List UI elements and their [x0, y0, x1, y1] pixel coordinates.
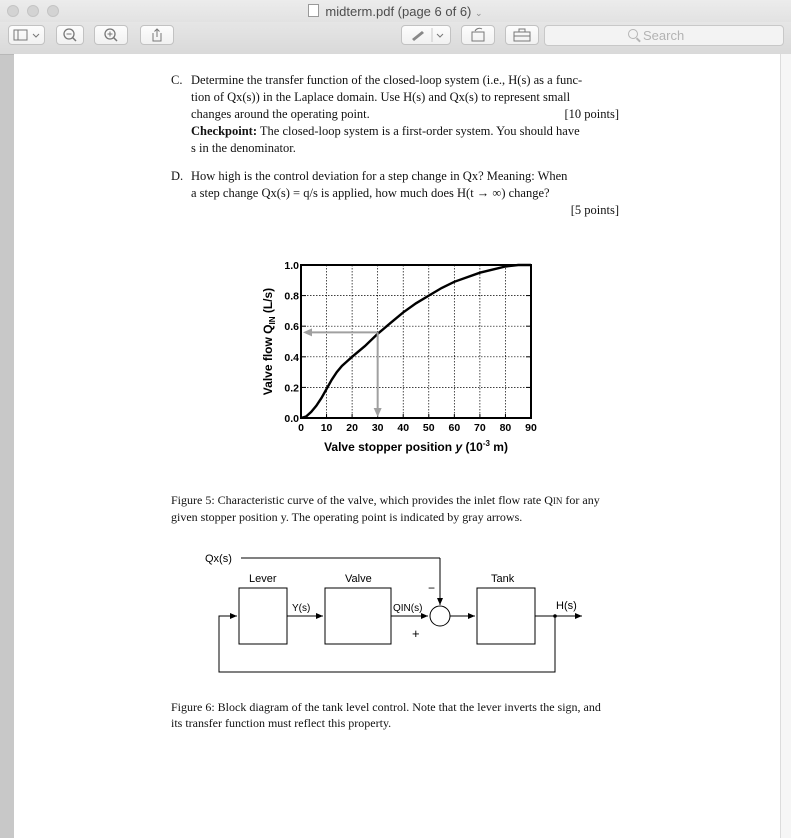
lever-title: Lever — [249, 573, 277, 585]
zoom-in-icon — [95, 26, 127, 44]
x-tick-label: 0 — [298, 422, 304, 434]
toolbar — [0, 22, 791, 55]
x-tick-label: 40 — [397, 422, 410, 434]
question-d-line: a step change Qx(s) = q/s is applied, how much does H(t → ∞) change? — [191, 186, 550, 200]
x-tick-label: 50 — [422, 422, 435, 434]
figure-5-caption: Figure 5: Characteristic curve of the valve, which provides the inlet flow rate QIN for any given stopper position y. The operating point is indicated by gray arrows. — [171, 493, 600, 524]
x-tick-label: 70 — [474, 422, 486, 434]
y-tick-labels — [284, 260, 299, 425]
x-axis-label: Valve stopper position y ($10^{-3}$ m) — [324, 439, 508, 454]
question-c-line: changes around the operating point. — [191, 107, 370, 121]
valve-curve — [301, 265, 531, 418]
summing-junction — [430, 606, 450, 626]
question-c-line: s in the denominator. — [191, 141, 296, 155]
markup-button[interactable] — [401, 25, 451, 45]
sidebar-toggle-button[interactable] — [8, 25, 45, 45]
lever-block — [239, 588, 287, 644]
operating-point-down-arrowhead — [374, 408, 382, 417]
zoom-in-button[interactable] — [94, 25, 128, 45]
minus-sign: − — [428, 581, 436, 595]
pdf-page — [14, 54, 780, 838]
pen-icon — [402, 26, 450, 44]
rotate-button[interactable] — [461, 25, 495, 45]
figure-6-caption: Figure 6: Block diagram of the tank level control. Note that the lever inverts the sign, and its transfer function must reflect this property. — [171, 700, 601, 730]
plot-frame — [301, 265, 531, 418]
vertical-scrollbar[interactable] — [780, 54, 791, 838]
question-c-line: Determine the transfer function of the closed-loop system (i.e., H(s) as a func- — [191, 73, 583, 87]
x-tick-label: 90 — [525, 422, 537, 434]
question-d — [171, 168, 619, 224]
output-label: H(s) — [556, 600, 577, 612]
y-tick-label: 0.4 — [284, 351, 299, 364]
tank-block — [477, 588, 535, 644]
points-label: [10 points] — [564, 107, 619, 121]
sidebar-icon — [9, 26, 44, 44]
y-tick-label: 1.0 — [284, 260, 299, 272]
toolbox-button[interactable] — [505, 25, 539, 45]
search-icon — [628, 29, 638, 39]
chevron-down-icon: ⌄ — [475, 8, 483, 18]
x-tick-label: 30 — [371, 422, 384, 434]
zoom-out-button[interactable] — [56, 25, 84, 45]
window-title[interactable]: midterm.pdf (page 6 of 6) ⌄ — [0, 4, 791, 19]
share-icon — [141, 26, 173, 44]
zoom-out-icon — [57, 26, 83, 44]
x-tick-label: 80 — [499, 422, 512, 434]
toolbox-icon — [506, 26, 538, 44]
operating-point-left-arrowhead — [303, 328, 312, 336]
search-placeholder: Search — [643, 28, 685, 43]
question-d-line: How high is the control deviation for a step change in Qx? Meaning: When — [191, 169, 568, 183]
valve-block — [325, 588, 391, 644]
question-c — [171, 72, 619, 162]
question-c-line: tion of Qx(s)) in the Laplace domain. Use H(s) and Qx(s) to represent small — [191, 90, 571, 104]
question-letter: D. — [171, 169, 184, 183]
tank-title: Tank — [491, 573, 515, 585]
block-diagram — [194, 542, 614, 682]
checkpoint-label: Checkpoint: — [191, 124, 257, 138]
chart-grid — [301, 265, 531, 418]
title-bar — [0, 0, 791, 22]
y-axis-label: Valve flow $Q_{IN}$ (L/s) — [261, 287, 277, 396]
x-tick-label: 10 — [320, 422, 333, 434]
share-button[interactable] — [140, 25, 174, 45]
points-label: [5 points] — [570, 203, 619, 217]
question-letter: C. — [171, 73, 183, 87]
pdf-document-icon — [308, 4, 319, 17]
plus-sign: + — [412, 626, 420, 641]
y-tick-label: 0.8 — [284, 290, 299, 303]
search-field[interactable] — [544, 25, 784, 46]
rotate-icon — [462, 26, 494, 44]
y-signal-label: Y(s) — [292, 603, 311, 614]
valve-title: Valve — [345, 573, 372, 585]
y-tick-label: 0.0 — [284, 413, 299, 425]
checkpoint-text: The closed-loop system is a first-order system. You should have — [256, 124, 580, 138]
y-tick-label: 0.6 — [284, 321, 299, 334]
y-tick-label: 0.2 — [284, 382, 299, 395]
valve-characteristic-chart — [244, 252, 544, 462]
x-tick-labels — [298, 422, 537, 434]
x-tick-label: 60 — [448, 422, 461, 434]
input-label: Qx(s) — [205, 553, 232, 565]
x-tick-label: 20 — [346, 422, 358, 434]
qin-signal-label: QIN(s) — [393, 603, 423, 614]
